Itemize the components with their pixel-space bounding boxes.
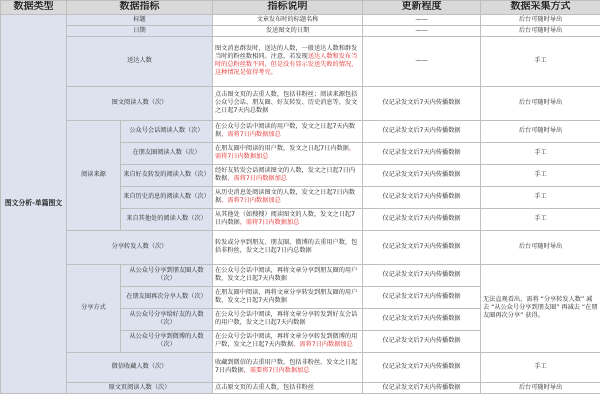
share-method-note: 无法直观看出，需将 “分享转发人数” 减去 “从公众号分享到朋友圈” 再减去 “在朋友圈再次分享” 获得。 <box>481 264 600 352</box>
metric-source: 后台可随时导出 <box>481 14 600 25</box>
metric-name: 来自其他处的阅读人数（次） <box>121 208 213 230</box>
header-metric: 数据指标 <box>67 1 213 15</box>
metric-update: 仅记录发文后7天内传播数据 <box>363 86 481 120</box>
table-row <box>1 382 600 393</box>
metric-name: 图文阅读人数（次） <box>67 86 213 120</box>
table-row <box>1 264 600 286</box>
metric-update: 仅记录发文后7天内传播数据 <box>363 308 481 330</box>
share-method-group: 分享方式 <box>67 264 121 352</box>
read-source-group: 阅读来源 <box>67 120 121 230</box>
desc-text: 在朋友圈中阅读，再将文章分享转发到朋友圈的用户数，发文之日起7天内数据 <box>215 289 358 305</box>
metric-update: 仅记录发文后7天内传播数据 <box>363 286 481 308</box>
metric-name: 送达人数 <box>67 36 213 86</box>
metric-desc: 点击原文页的去重人数，包括非粉丝 <box>213 382 363 393</box>
metric-source: 后台可随时导出 <box>481 382 600 393</box>
table-row <box>1 120 600 142</box>
header-update: 更新程度 <box>363 1 481 15</box>
metric-name: 来自历史消息的阅读人数（次） <box>121 186 213 208</box>
metric-source: 手工 <box>481 36 600 86</box>
table-row <box>1 14 600 25</box>
table-row <box>1 352 600 382</box>
desc-warning: ，需将7日内数据加总 <box>227 175 287 183</box>
metric-desc <box>213 264 363 286</box>
desc-text: 图文消息群发时，送达的人数，一般送达人数和群发当时的粉丝数相同。注意，若发现 <box>215 45 358 61</box>
metric-desc <box>213 286 363 308</box>
desc-warning: ，需将7日内数据加总 <box>239 219 300 227</box>
metric-name: 在朋友圈阅读人数（次） <box>121 142 213 164</box>
desc-text: 从历史消息处阅读图文的人数，发文之日起7日内数据 <box>215 189 356 205</box>
desc-text: 收藏到微信的去重用户数，包括非粉丝，发文之日起7日内数据 <box>215 359 358 375</box>
metric-update: 仅记录发文后7天内传播数据 <box>363 186 481 208</box>
desc-warning: ，需将7日内数据加总 <box>221 197 281 205</box>
metric-name: 分享转发人数（次） <box>67 230 213 264</box>
metric-desc <box>213 120 363 142</box>
metric-desc <box>213 186 363 208</box>
metric-desc: 文章发布时的标题名称 <box>213 14 363 25</box>
header-collection: 数据采集方式 <box>481 1 600 15</box>
metric-update: —— <box>363 14 481 25</box>
desc-text: 经好友转发会话阅读图文的人数，发文之日起7日内数据 <box>215 167 356 183</box>
desc-text: 在公众号会话中阅读，再将文章分享转发到微博的用户数，发文之日起7天内数据 <box>215 333 358 349</box>
metric-name: 标题 <box>67 14 213 25</box>
metric-update: 仅记录发文后7天内传播数据 <box>363 330 481 352</box>
metric-desc: 发送图文的日期 <box>213 25 363 36</box>
metric-desc: 点击图文页的去重人数，包括非粉丝；阅读来源包括公众号会话、朋友圈、好友转发、历史消息等，发文之日起7天内总数据 <box>213 86 363 120</box>
metric-source: 后台可随时导出 <box>481 86 600 120</box>
metric-name: 微信收藏人数（次） <box>67 352 213 382</box>
metric-desc <box>213 164 363 186</box>
table-row <box>1 86 600 120</box>
desc-warning: ，需将7日内数据加总 <box>221 131 281 139</box>
table-row <box>1 230 600 264</box>
metric-source: 后台可随时导出 <box>481 25 600 36</box>
category-cell: 图文分析-单篇图文 <box>1 14 67 393</box>
table-row <box>1 36 600 86</box>
metric-desc <box>213 36 363 86</box>
metric-update: 仅记录发文后7天内传播数据 <box>363 352 481 382</box>
desc-text: 在公众号会话中阅读，再将文章分享转发到好友会话的用户数，发文之日起7天内数据 <box>215 311 358 327</box>
metric-desc <box>213 352 363 382</box>
metric-update: 仅记录发文后7天内传播数据 <box>363 264 481 286</box>
header-description: 指标说明 <box>213 1 363 15</box>
desc-text: 在公众号会话中阅读，再将文章分享到朋友圈的用户数，发文之日起7天内数据 <box>215 267 358 283</box>
header-row <box>1 1 600 15</box>
desc-text: 在公众号会话中阅读的用户数，发文之日起7天内数据 <box>215 123 356 139</box>
metric-name: 原文页阅读人数（次） <box>67 382 213 393</box>
metric-source: 后台可随时导出 <box>481 230 600 264</box>
metric-desc <box>213 330 363 352</box>
metric-desc <box>213 208 363 230</box>
metric-name: 公众号会话阅读人数（次） <box>121 120 213 142</box>
metric-name: 日期 <box>67 25 213 36</box>
metric-source: 手工 <box>481 142 600 164</box>
desc-text: 在朋友圈中阅读的用户数，发文之日起7日内数据 <box>215 145 349 153</box>
metric-desc <box>213 308 363 330</box>
metric-update: —— <box>363 25 481 36</box>
metric-source: 后台可随时导出 <box>481 120 600 142</box>
desc-text: 从其他处（如搜搜）阅读图文的人数，发文之日起7日内数据 <box>215 211 356 227</box>
metric-update: 仅记录发文后7天内传播数据 <box>363 164 481 186</box>
metric-update: 仅记录发文后7天内传播数据 <box>363 230 481 264</box>
metric-update: 仅记录发文后7天内传播数据 <box>363 382 481 393</box>
desc-warning: 送达人数和发布当时的总粉丝数不同，但是没有显示发送失败的情况，这种情况是值得考究。 <box>215 53 358 77</box>
metric-name: 来自好友转发的阅读人数（次） <box>121 164 213 186</box>
metric-update: 仅记录发文后7天内传播数据 <box>363 208 481 230</box>
metric-update: 仅记录发文后7天内传播数据 <box>363 120 481 142</box>
metric-name: 从公众号分享到微博的人数（次） <box>121 330 213 352</box>
desc-warning: ，需将7日内数据加总 <box>215 145 356 161</box>
metric-name: 在朋友圈再次分享人数（次） <box>121 286 213 308</box>
desc-warning: ，需要将7日内数据加总 <box>243 367 310 375</box>
metric-source: 手工 <box>481 208 600 230</box>
metric-name: 从公众号分享到朋友圈人数（次） <box>121 264 213 286</box>
metric-source: 手工 <box>481 164 600 186</box>
desc-warning: ，需将7日内数据加总 <box>293 341 353 349</box>
metric-update: —— <box>363 36 481 86</box>
header-data-type: 数据类型 <box>1 1 67 15</box>
metric-desc <box>213 142 363 164</box>
metric-source: 手工 <box>481 186 600 208</box>
metric-source: 手工 <box>481 352 600 382</box>
metric-name: 从公众号分享给好友的人数（次） <box>121 308 213 330</box>
metric-desc: 转发或分享到朋友、朋友圈、微博的去重用户数，包括非粉丝，发文之日起7日内总数据 <box>213 230 363 264</box>
metric-update: 仅记录发文后7天内传播数据 <box>363 142 481 164</box>
table-row <box>1 25 600 36</box>
